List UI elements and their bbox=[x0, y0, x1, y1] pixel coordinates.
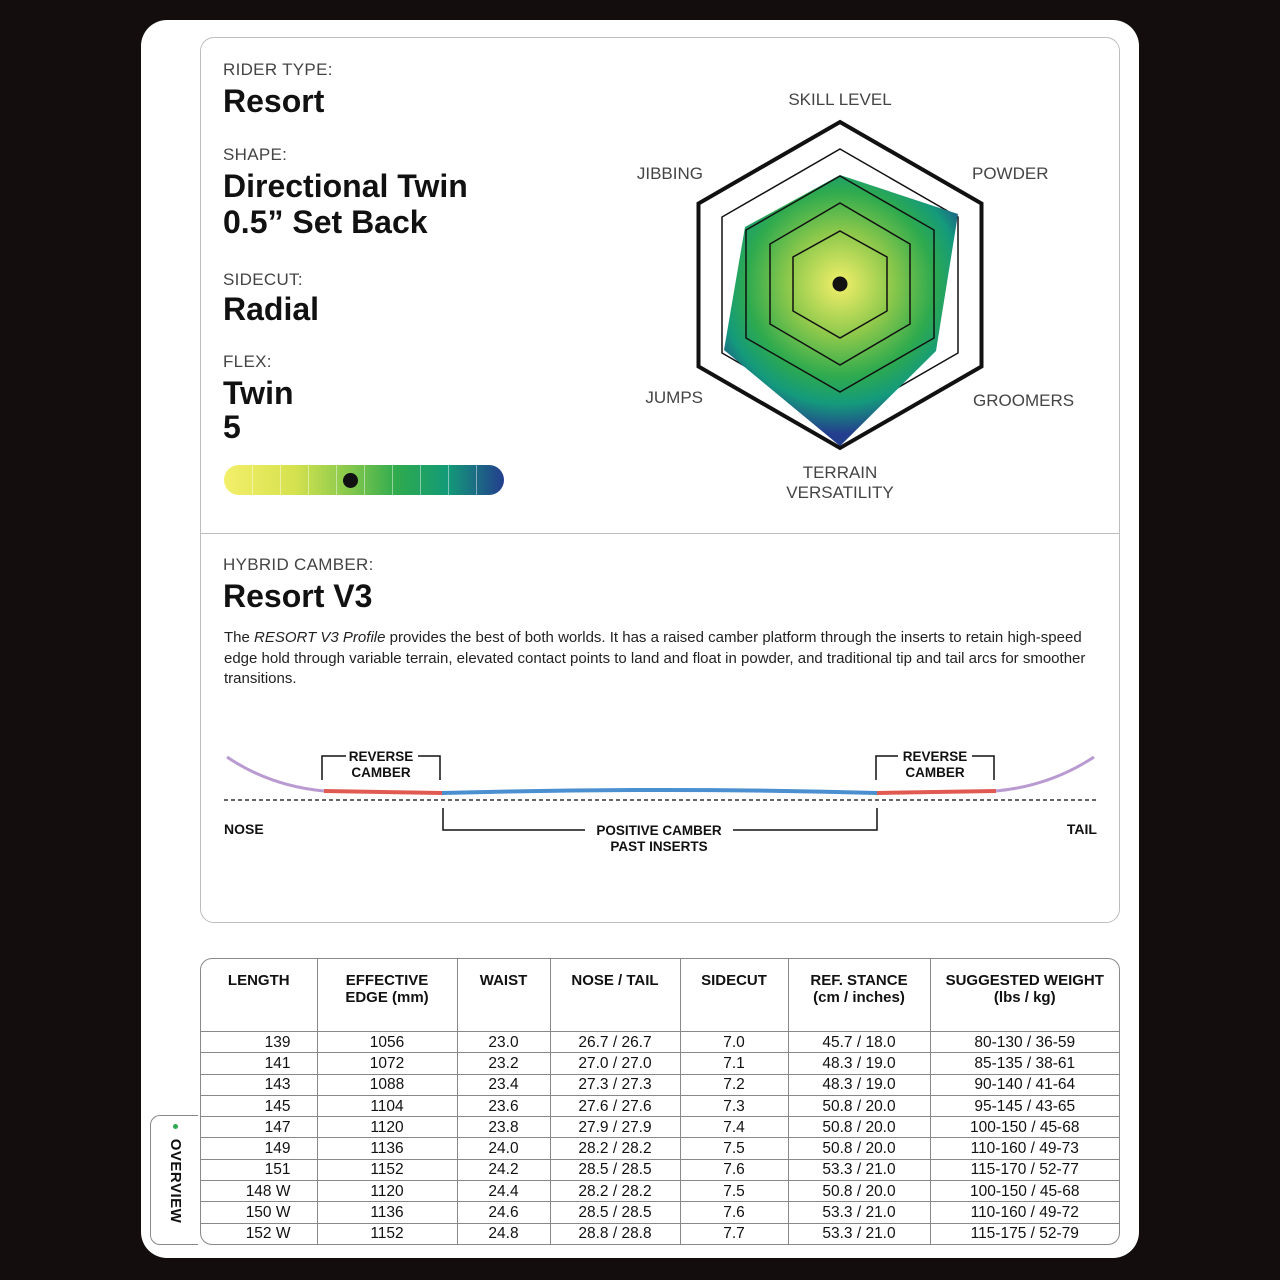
table-cell: 1152 bbox=[317, 1223, 457, 1244]
table-cell: 50.8 / 20.0 bbox=[788, 1117, 930, 1138]
table-cell: 50.8 / 20.0 bbox=[788, 1138, 930, 1159]
table-cell: 48.3 / 19.0 bbox=[788, 1074, 930, 1095]
flex-label: FLEX: bbox=[223, 352, 272, 371]
table-cell: 7.0 bbox=[680, 1032, 788, 1053]
table-cell: 85-135 / 38-61 bbox=[930, 1053, 1119, 1074]
table-cell: 50.8 / 20.0 bbox=[788, 1181, 930, 1202]
table-row bbox=[201, 1032, 1119, 1053]
spec-header bbox=[317, 959, 457, 1032]
overview-tab-label: OVERVIEW bbox=[167, 1138, 184, 1224]
table-cell: 24.4 bbox=[457, 1181, 550, 1202]
shape-value-line1: Directional Twin bbox=[223, 168, 468, 204]
reverse-camber-nose-line2: CAMBER bbox=[351, 765, 411, 780]
table-cell: 1152 bbox=[317, 1159, 457, 1180]
table-cell: 115-175 / 52-79 bbox=[970, 1225, 1079, 1243]
spec-header bbox=[550, 959, 680, 1032]
spec-header-line1: REF. STANCE bbox=[810, 972, 908, 989]
spec-header bbox=[930, 959, 1119, 1032]
table-cell: 110-160 / 49-73 bbox=[930, 1138, 1119, 1159]
size-spec-table bbox=[200, 958, 1120, 1245]
table-cell: 28.5 / 28.5 bbox=[550, 1159, 680, 1180]
flex-scale-tick bbox=[364, 465, 365, 495]
spec-header-line2: (lbs / kg) bbox=[993, 989, 1056, 1006]
spec-header-line1: SUGGESTED WEIGHT bbox=[945, 972, 1104, 989]
table-cell: 27.6 / 27.6 bbox=[550, 1095, 680, 1116]
table-cell: 1104 bbox=[317, 1095, 457, 1116]
nose-reverse-segment bbox=[324, 791, 442, 793]
table-cell: 7.5 bbox=[680, 1138, 788, 1159]
radar-label-powder: POWDER bbox=[972, 164, 1049, 183]
table-cell: 23.8 bbox=[457, 1117, 550, 1138]
spec-header bbox=[680, 959, 788, 1032]
table-cell: 145 bbox=[201, 1095, 317, 1116]
table-cell: 7.6 bbox=[680, 1159, 788, 1180]
camber-description-italic: RESORT V3 Profile bbox=[254, 629, 386, 646]
table-cell: 152 W bbox=[201, 1223, 317, 1244]
table-cell: 1120 bbox=[317, 1117, 457, 1138]
spec-header-line1: SIDECUT bbox=[701, 972, 767, 989]
table-row bbox=[201, 1095, 1119, 1116]
table-row bbox=[201, 1159, 1119, 1180]
flex-scale-bar bbox=[224, 465, 504, 495]
table-row bbox=[201, 1202, 1119, 1223]
table-cell: 24.8 bbox=[457, 1223, 550, 1244]
sidecut-label: SIDECUT: bbox=[223, 270, 303, 289]
flex-value-line2: 5 bbox=[223, 409, 241, 445]
radar-fill-area bbox=[724, 175, 958, 446]
camber-value: Resort V3 bbox=[223, 578, 373, 614]
flex-scale-tick bbox=[448, 465, 449, 495]
table-cell: 95-145 / 43-65 bbox=[930, 1095, 1119, 1116]
table-row bbox=[201, 1181, 1119, 1202]
table-cell: 148 W bbox=[201, 1181, 317, 1202]
nose-label: NOSE bbox=[224, 821, 264, 837]
table-cell: 23.4 bbox=[457, 1074, 550, 1095]
table-cell: 147 bbox=[201, 1117, 317, 1138]
table-row bbox=[201, 1074, 1119, 1095]
table-cell: 7.6 bbox=[680, 1202, 788, 1223]
table-cell: 80-130 / 36-59 bbox=[930, 1032, 1119, 1053]
table-cell: 24.0 bbox=[457, 1138, 550, 1159]
table-cell: 26.7 / 26.7 bbox=[550, 1032, 680, 1053]
table-cell: 1056 bbox=[317, 1032, 457, 1053]
spec-header-line1: WAIST bbox=[479, 972, 528, 989]
rider-type-value: Resort bbox=[223, 83, 325, 119]
radar-label-jumps: JUMPS bbox=[645, 388, 703, 407]
flex-rating-marker bbox=[343, 473, 358, 488]
table-cell: 7.4 bbox=[680, 1117, 788, 1138]
positive-camber-line2: PAST INSERTS bbox=[610, 839, 708, 854]
table-cell: 28.8 / 28.8 bbox=[550, 1223, 680, 1244]
positive-camber-segment bbox=[442, 790, 877, 793]
camber-label: HYBRID CAMBER: bbox=[223, 555, 374, 574]
table-row bbox=[201, 1053, 1119, 1074]
table-cell: 7.2 bbox=[680, 1074, 788, 1095]
overview-tab[interactable] bbox=[150, 1115, 198, 1245]
spec-header bbox=[201, 959, 317, 1032]
sidecut-value: Radial bbox=[223, 291, 320, 327]
radar-label-groomers: GROOMERS bbox=[973, 391, 1075, 410]
table-cell: 1136 bbox=[317, 1138, 457, 1159]
flex-scale-tick bbox=[280, 465, 281, 495]
table-cell: 149 bbox=[201, 1138, 317, 1159]
section-divider bbox=[200, 533, 1120, 534]
table-cell: 141 bbox=[201, 1053, 317, 1074]
camber-profile-diagram bbox=[218, 740, 1108, 870]
table-cell: 143 bbox=[201, 1074, 317, 1095]
radar-label-skill-level: SKILL LEVEL bbox=[788, 90, 892, 109]
spec-header-line2: (cm / inches) bbox=[813, 989, 905, 1006]
reverse-camber-tail-line2: CAMBER bbox=[905, 765, 965, 780]
camber-description: The RESORT V3 Profile provides the best of both worlds. It has a raised camber platform through the inserts to retain high-speed edge hold through variable terrain, elevated contact points to land and float in powder, and traditional tip and tail arcs for smoother transitions. bbox=[224, 629, 1086, 687]
table-cell: 151 bbox=[201, 1159, 317, 1180]
table-cell: 115-170 / 52-77 bbox=[930, 1159, 1119, 1180]
radar-label-terrain-line1: TERRAIN bbox=[802, 463, 878, 482]
table-cell: 27.3 / 27.3 bbox=[550, 1074, 680, 1095]
spec-header-line1: NOSE / TAIL bbox=[571, 972, 659, 989]
radar-center-dot bbox=[833, 277, 848, 292]
table-cell: 100-150 / 45-68 bbox=[930, 1117, 1119, 1138]
table-row bbox=[201, 1223, 1119, 1244]
table-cell: 1120 bbox=[317, 1181, 457, 1202]
table-row bbox=[201, 1117, 1119, 1138]
flex-scale-tick bbox=[336, 465, 337, 495]
table-cell: 1136 bbox=[317, 1202, 457, 1223]
table-cell: 7.7 bbox=[680, 1223, 788, 1244]
table-cell: 1088 bbox=[317, 1074, 457, 1095]
flex-scale-tick bbox=[392, 465, 393, 495]
reverse-camber-tail-line1: REVERSE bbox=[902, 749, 968, 764]
spec-header-line1: LENGTH bbox=[227, 972, 290, 989]
table-cell: 23.0 bbox=[457, 1032, 550, 1053]
spec-header bbox=[788, 959, 930, 1032]
spec-header-line2: EDGE (mm) bbox=[345, 989, 429, 1006]
shape-value-line2: 0.5” Set Back bbox=[223, 204, 428, 240]
flex-scale-tick bbox=[308, 465, 309, 495]
table-cell: 150 W bbox=[201, 1202, 317, 1223]
rating-radar bbox=[600, 70, 1120, 520]
table-cell: 53.3 / 21.0 bbox=[788, 1223, 930, 1244]
table-cell: 90-140 / 41-64 bbox=[930, 1074, 1119, 1095]
flex-scale-tick bbox=[420, 465, 421, 495]
tail-label: TAIL bbox=[1066, 821, 1097, 837]
table-cell: 24.6 bbox=[457, 1202, 550, 1223]
flex-value-line1: Twin bbox=[223, 375, 294, 411]
table-cell: 110-160 / 49-72 bbox=[930, 1202, 1119, 1223]
table-cell: 28.2 / 28.2 bbox=[550, 1181, 680, 1202]
table-cell: 7.3 bbox=[680, 1095, 788, 1116]
table-cell: 45.7 / 18.0 bbox=[788, 1032, 930, 1053]
reverse-camber-nose-line1: REVERSE bbox=[348, 749, 414, 764]
table-cell: 24.2 bbox=[457, 1159, 550, 1180]
table-row bbox=[201, 1138, 1119, 1159]
spec-header-line1: EFFECTIVE bbox=[345, 972, 429, 989]
table-cell: 53.3 / 21.0 bbox=[788, 1159, 930, 1180]
radar-label-jibbing: JIBBING bbox=[636, 164, 703, 183]
table-cell: 139 bbox=[201, 1032, 317, 1053]
spec-header bbox=[457, 959, 550, 1032]
flex-scale-tick bbox=[252, 465, 253, 495]
positive-camber-line1: POSITIVE CAMBER bbox=[596, 823, 722, 838]
table-cell: 7.1 bbox=[680, 1053, 788, 1074]
table-cell: 28.2 / 28.2 bbox=[550, 1138, 680, 1159]
radar-label-terrain-line2: VERSATILITY bbox=[786, 483, 894, 502]
shape-label: SHAPE: bbox=[223, 145, 288, 164]
active-tab-indicator bbox=[173, 1124, 178, 1129]
nose-tip-curve bbox=[227, 757, 324, 791]
table-cell: 23.6 bbox=[457, 1095, 550, 1116]
table-cell: 1072 bbox=[317, 1053, 457, 1074]
tail-reverse-segment bbox=[877, 791, 996, 793]
rider-type-label: RIDER TYPE: bbox=[223, 60, 333, 79]
table-cell: 23.2 bbox=[457, 1053, 550, 1074]
table-cell: 100-150 / 45-68 bbox=[930, 1181, 1119, 1202]
flex-scale-tick bbox=[476, 465, 477, 495]
table-cell: 28.5 / 28.5 bbox=[550, 1202, 680, 1223]
table-cell: 27.9 / 27.9 bbox=[550, 1117, 680, 1138]
table-cell: 50.8 / 20.0 bbox=[788, 1095, 930, 1116]
table-cell: 27.0 / 27.0 bbox=[550, 1053, 680, 1074]
tail-tip-curve bbox=[996, 757, 1094, 791]
table-cell: 7.5 bbox=[680, 1181, 788, 1202]
table-cell: 53.3 / 21.0 bbox=[788, 1202, 930, 1223]
table-cell: 48.3 / 19.0 bbox=[788, 1053, 930, 1074]
